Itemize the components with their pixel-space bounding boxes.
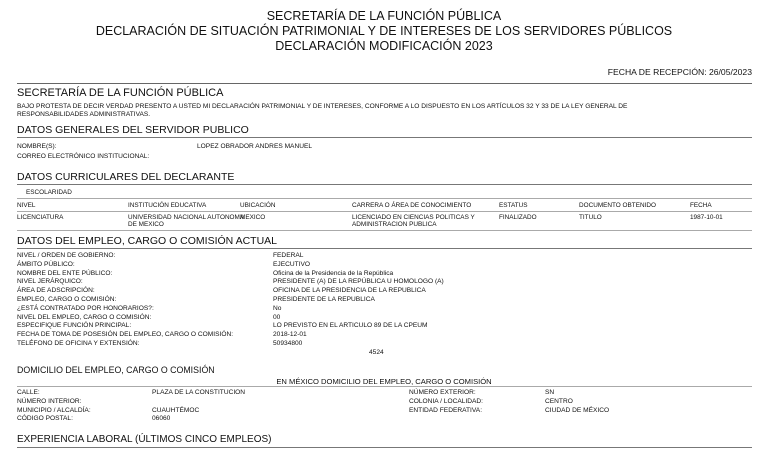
employment-field-value: OFICINA DE LA PRESIDENCIA DE LA REPUBLICA — [273, 287, 426, 295]
address-field-label: NÚMERO EXTERIOR: — [409, 389, 476, 396]
cell-fecha: 1987-10-01 — [690, 214, 723, 221]
divider — [17, 230, 752, 231]
divider — [17, 447, 752, 448]
employment-field-value: FEDERAL — [273, 252, 304, 259]
employment-field-label: ÁREA DE ADSCRIPCIÓN: — [17, 287, 95, 295]
employment-field-value: PRESIDENTE DE LA REPUBLICA — [273, 296, 375, 303]
section-curricular-title: DATOS CURRICULARES DEL DECLARANTE — [17, 171, 235, 183]
divider — [17, 184, 752, 185]
section-general-title: DATOS GENERALES DEL SERVIDOR PUBLICO — [17, 124, 249, 136]
phone-extension: 4524 — [369, 349, 384, 356]
col-header-nivel: NIVEL — [17, 202, 36, 209]
employment-field-value: No — [273, 304, 282, 312]
divider — [17, 248, 752, 249]
address-field-label: NÚMERO INTERIOR: — [17, 397, 82, 405]
col-header-carrera: CARRERA O ÁREA DE CONOCIMIENTO — [352, 202, 472, 209]
address-field-value: PLAZA DE LA CONSTITUCION — [152, 389, 246, 396]
employment-field-value: EJECUTIVO — [273, 260, 311, 268]
divider — [17, 83, 752, 84]
agency-title: SECRETARÍA DE LA FUNCIÓN PÚBLICA — [17, 87, 224, 99]
employment-field-label: NIVEL JERÁRQUICO: — [17, 278, 83, 286]
cell-documento: TITULO — [579, 214, 602, 221]
address-field-label: ENTIDAD FEDERATIVA: — [409, 406, 483, 414]
employment-field-label: NIVEL DEL EMPLEO, CARGO O COMISIÓN: — [17, 313, 152, 321]
col-header-estatus: ESTATUS — [499, 202, 528, 209]
statement-line2: RESPONSABILIDADES ADMINISTRATIVAS. — [17, 111, 151, 118]
employment-field-label: TELÉFONO DE OFICINA Y EXTENSIÓN: — [17, 340, 140, 347]
cell-institucion-cont: DE MEXICO — [128, 221, 164, 228]
divider — [17, 198, 752, 199]
employment-field-value: LO PREVISTO EN EL ARTICULO 89 DE LA CPEUM — [273, 322, 428, 330]
address-field-value: 06060 — [152, 415, 171, 423]
employment-field-label: ¿ESTÁ CONTRATADO POR HONORARIOS?: — [17, 304, 154, 312]
section-experience-title: EXPERIENCIA LABORAL (ÚLTIMOS CINCO EMPLEOS) — [17, 434, 272, 445]
employment-field-label: EMPLEO, CARGO O COMISIÓN: — [17, 296, 117, 303]
reception-date: FECHA DE RECEPCIÓN: 26/05/2023 — [607, 67, 752, 77]
address-field-value: CENTRO — [545, 397, 573, 405]
name-value: LOPEZ OBRADOR ANDRES MANUEL — [197, 143, 313, 150]
address-section-title: DOMICILIO DEL EMPLEO, CARGO O COMISIÓN — [17, 365, 215, 375]
employment-field-label: NIVEL / ORDEN DE GOBIERNO: — [17, 252, 116, 259]
statement-line1: BAJO PROTESTA DE DECIR VERDAD PRESENTO A USTED MI DECLARACIÓN PATRIMONIAL Y DE INTERESES, CONFORME A LO DISPUESTO EN LOS ARTÍCULOS 32 Y 33 DE LA LEY GENERAL DE — [17, 103, 628, 110]
document-title-line2: DECLARACIÓN DE SITUACIÓN PATRIMONIAL Y DE INTERESES DE LOS SERVIDORES PÚBLICOS — [95, 24, 673, 38]
employment-field-value: PRESIDENTE (A) DE LA REPÚBLICA U HOMOLOGO (A) — [273, 278, 444, 286]
cell-ubicacion: MEXICO — [240, 214, 266, 221]
cell-estatus: FINALIZADO — [499, 214, 537, 221]
cell-carrera: LICENCIADO EN CIENCIAS POLITICAS Y — [352, 214, 475, 221]
divider — [17, 137, 752, 138]
divider — [17, 386, 752, 387]
address-center-title: EN MÉXICO DOMICILIO DEL EMPLEO, CARGO O COMISIÓN — [276, 377, 492, 386]
col-header-institucion: INSTITUCIÓN EDUCATIVA — [128, 202, 207, 209]
cell-institucion: UNIVERSIDAD NACIONAL AUTONOMA — [128, 214, 245, 221]
schooling-subtitle: ESCOLARIDAD — [26, 189, 72, 196]
address-field-value: CUAUHTÉMOC — [152, 406, 200, 414]
col-header-documento: DOCUMENTO OBTENIDO — [579, 202, 656, 209]
employment-field-label: FECHA DE TOMA DE POSESIÓN DEL EMPLEO, CARGO O COMISIÓN: — [17, 331, 234, 339]
cell-nivel: LICENCIATURA — [17, 214, 64, 221]
email-label: CORREO ELECTRÓNICO INSTITUCIONAL: — [17, 153, 150, 160]
col-header-ubicacion: UBICACIÓN — [240, 202, 276, 209]
employment-field-value: Oficina de la Presidencia de la República — [273, 269, 394, 277]
address-field-label: MUNICIPIO / ALCALDÍA: — [17, 406, 91, 414]
employment-field-label: ESPECIFIQUE FUNCIÓN PRINCIPAL: — [17, 322, 132, 330]
employment-field-value: 00 — [273, 313, 281, 321]
divider — [17, 211, 752, 212]
cell-carrera-cont: ADMINISTRACION PUBLICA — [352, 221, 437, 228]
employment-field-value: 50934800 — [273, 340, 303, 347]
employment-field-label: NOMBRE DEL ENTE PÚBLICO: — [17, 269, 113, 277]
address-field-label: CALLE: — [17, 389, 40, 396]
address-field-value: CIUDAD DE MÉXICO — [545, 406, 610, 414]
section-employment-title: DATOS DEL EMPLEO, CARGO O COMISIÓN ACTUAL — [17, 235, 278, 247]
employment-field-label: ÁMBITO PÚBLICO: — [17, 260, 75, 268]
document-title-line1: SECRETARÍA DE LA FUNCIÓN PÚBLICA — [266, 9, 502, 23]
address-field-label: COLONIA / LOCALIDAD: — [409, 397, 484, 405]
employment-field-value: 2018-12-01 — [273, 331, 307, 339]
address-field-value: SN — [545, 389, 555, 396]
name-label: NOMBRE(S): — [17, 143, 57, 150]
address-field-label: CÓDIGO POSTAL: — [17, 415, 73, 423]
col-header-fecha: FECHA — [690, 202, 712, 209]
document-title-line3: DECLARACIÓN MODIFICACIÓN 2023 — [275, 39, 493, 53]
